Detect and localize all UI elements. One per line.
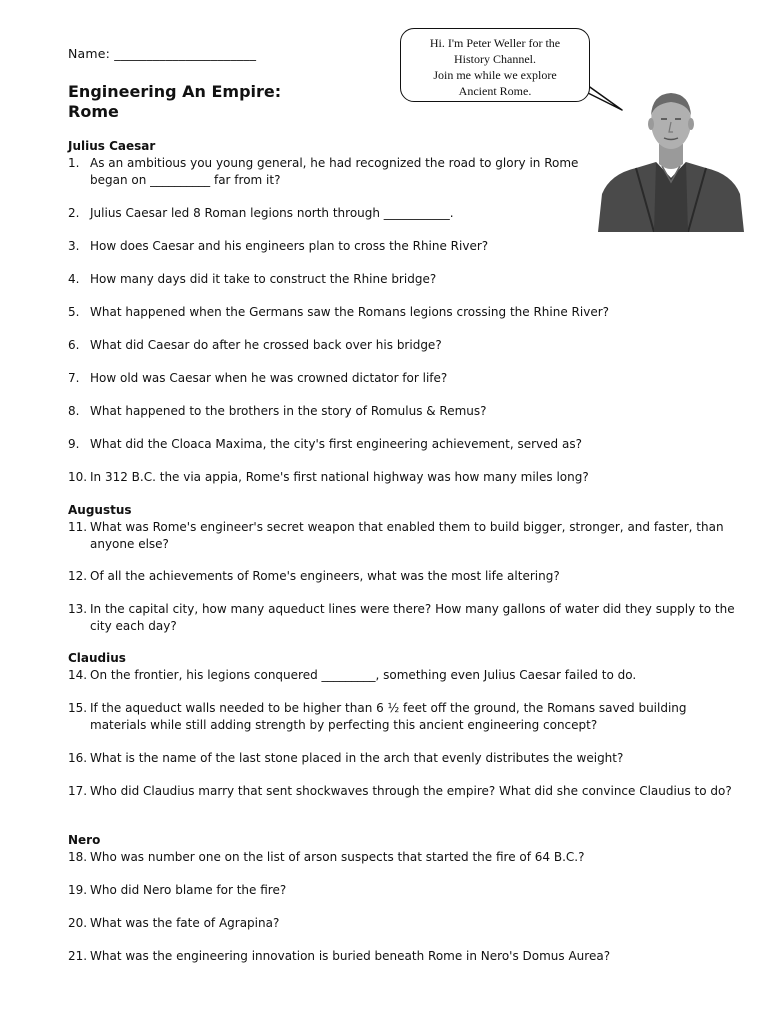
question-item bbox=[68, 337, 738, 354]
question-text: What happened to the brothers in the story of Romulus & Remus? bbox=[90, 404, 487, 418]
question-text: How many days did it take to construct the Rhine bridge? bbox=[90, 272, 437, 286]
question-item bbox=[68, 155, 580, 189]
question-number: 10. bbox=[68, 470, 88, 484]
question-number: 4. bbox=[68, 272, 80, 286]
question-item bbox=[68, 700, 738, 734]
question-item bbox=[68, 469, 738, 486]
question-text: In 312 B.C. the via appia, Rome's first national highway was how many miles long? bbox=[90, 470, 589, 484]
question-text: Of all the achievements of Rome's engineers, what was the most life altering? bbox=[90, 569, 560, 583]
question-number: 1. bbox=[68, 156, 80, 170]
question-item bbox=[68, 238, 738, 255]
question-text: What was Rome's engineer's secret weapon that enabled them to build bigger, stronger, and faster, than anyone else? bbox=[90, 520, 724, 551]
question-number: 9. bbox=[68, 437, 80, 451]
question-text: If the aqueduct walls needed to be higher than 6 ½ feet off the ground, the Romans saved building materials while still adding strength by perfecting this ancient engineering concept? bbox=[90, 701, 687, 732]
question-number: 17. bbox=[68, 784, 88, 798]
question-item bbox=[68, 568, 738, 585]
section-julius-caesar bbox=[68, 138, 738, 189]
speech-bubble-line: Hi. I'm Peter Weller for the bbox=[429, 36, 561, 50]
question-number: 19. bbox=[68, 883, 88, 897]
question-text: What happened when the Germans saw the Romans legions crossing the Rhine River? bbox=[90, 305, 609, 319]
question-item bbox=[68, 304, 738, 321]
section-claudius bbox=[68, 650, 738, 684]
question-item bbox=[68, 667, 738, 684]
section-heading: Julius Caesar bbox=[68, 139, 156, 153]
question-text: Who did Claudius marry that sent shockwaves through the empire? What did she convince Claudius to do? bbox=[90, 784, 732, 798]
question-text: What was the fate of Agrapina? bbox=[90, 916, 280, 930]
question-item bbox=[68, 601, 738, 635]
question-number: 8. bbox=[68, 404, 80, 418]
question-text: What did the Cloaca Maxima, the city's first engineering achievement, served as? bbox=[90, 437, 582, 451]
question-text: Who was number one on the list of arson suspects that started the fire of 64 B.C.? bbox=[90, 850, 585, 864]
question-number: 18. bbox=[68, 850, 88, 864]
section-heading: Nero bbox=[68, 833, 101, 847]
speech-bubble-line: Join me while we explore bbox=[433, 68, 557, 82]
question-item bbox=[68, 519, 738, 553]
question-item bbox=[68, 271, 738, 288]
question-item bbox=[68, 948, 738, 965]
question-item bbox=[68, 783, 738, 800]
question-item bbox=[68, 436, 738, 453]
question-item bbox=[68, 849, 738, 866]
question-number: 7. bbox=[68, 371, 80, 385]
question-number: 2. bbox=[68, 206, 80, 220]
question-item bbox=[68, 750, 738, 767]
question-number: 20. bbox=[68, 916, 88, 930]
question-text: As an ambitious you young general, he had recognized the road to glory in Rome began on __________ far from it? bbox=[90, 156, 579, 187]
question-number: 3. bbox=[68, 239, 80, 253]
question-number: 14. bbox=[68, 668, 88, 682]
question-text: How old was Caesar when he was crowned dictator for life? bbox=[90, 371, 448, 385]
question-item bbox=[68, 370, 738, 387]
question-number: 16. bbox=[68, 751, 88, 765]
section-heading: Augustus bbox=[68, 503, 132, 517]
page-title: Engineering An Empire: Rome bbox=[68, 82, 282, 121]
question-number: 6. bbox=[68, 338, 80, 352]
question-text: What did Caesar do after he crossed back over his bridge? bbox=[90, 338, 442, 352]
speech-bubble-line: Ancient Rome. bbox=[458, 84, 532, 98]
question-item bbox=[68, 205, 738, 222]
question-number: 12. bbox=[68, 569, 88, 583]
section-heading: Claudius bbox=[68, 651, 126, 665]
question-text: In the capital city, how many aqueduct lines were there? How many gallons of water did they supply to the city each day? bbox=[90, 602, 735, 633]
question-item bbox=[68, 882, 738, 899]
speech-bubble-line: History Channel. bbox=[454, 52, 536, 66]
question-item bbox=[68, 403, 738, 420]
question-item bbox=[68, 915, 738, 932]
section-augustus bbox=[68, 502, 738, 553]
question-number: 13. bbox=[68, 602, 88, 616]
question-text: Julius Caesar led 8 Roman legions north through ___________. bbox=[90, 206, 454, 220]
question-text: On the frontier, his legions conquered _________, something even Julius Caesar failed to do. bbox=[90, 668, 637, 682]
question-number: 21. bbox=[68, 949, 88, 963]
question-text: What is the name of the last stone placed in the arch that evenly distributes the weight? bbox=[90, 751, 624, 765]
speech-bubble bbox=[400, 28, 590, 102]
question-number: 15. bbox=[68, 701, 88, 715]
question-text: Who did Nero blame for the fire? bbox=[90, 883, 287, 897]
question-text: What was the engineering innovation is buried beneath Rome in Nero's Domus Aurea? bbox=[90, 949, 611, 963]
question-number: 5. bbox=[68, 305, 80, 319]
question-text: How does Caesar and his engineers plan to cross the Rhine River? bbox=[90, 239, 489, 253]
question-number: 11. bbox=[68, 520, 88, 534]
name-field-label: Name: ______________________ bbox=[68, 46, 257, 61]
section-nero bbox=[68, 832, 738, 866]
